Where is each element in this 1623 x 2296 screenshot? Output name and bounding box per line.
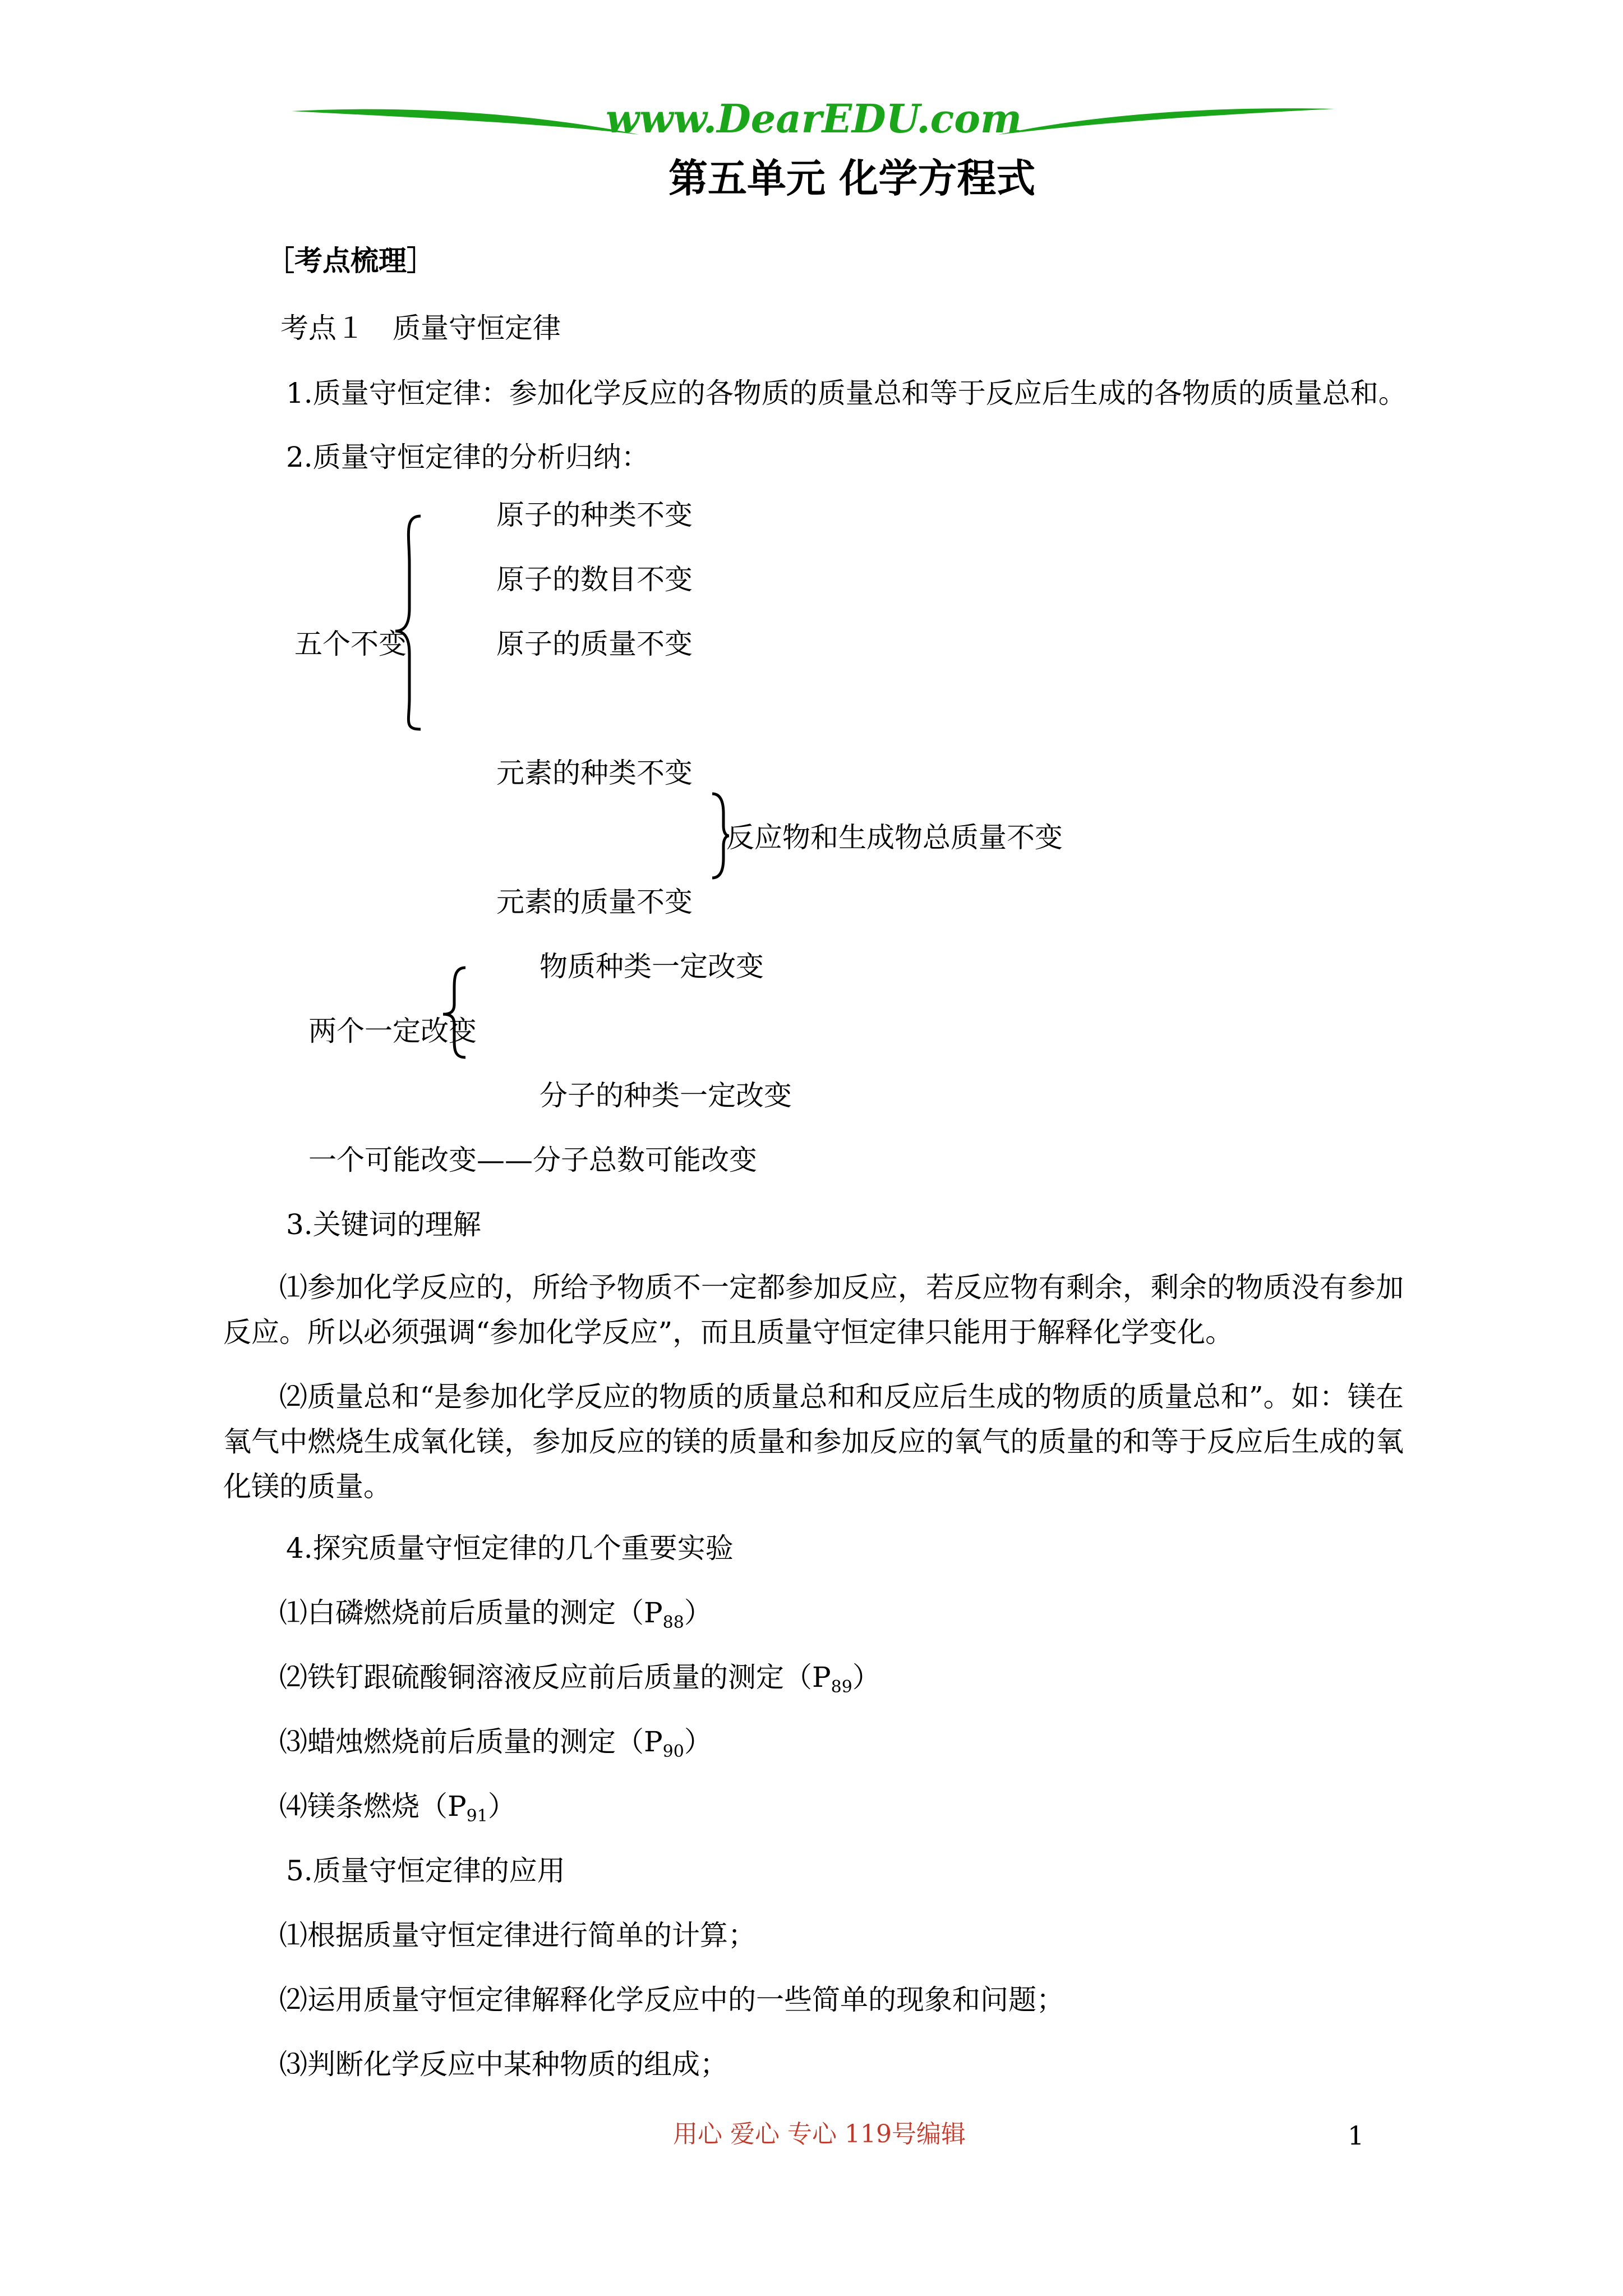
kaodian-heading: 考点１ 质量守恒定律 [280, 312, 561, 344]
element-mass-line: 元素的质量不变 [496, 886, 693, 918]
green-swoosh-right [998, 101, 1335, 151]
brace-two [440, 965, 468, 1060]
experiment-page: 89 [831, 1677, 852, 1697]
experiment-close: ） [487, 1790, 516, 1823]
application-3: ⑶判断化学反应中某种物质的组成； [279, 2048, 728, 2081]
site-logo-text[interactable]: www.DearEDU.com [606, 95, 1022, 142]
item-4: 4.探究质量守恒定律的几个重要实验 [286, 1532, 734, 1565]
experiment-text: ⑶蜡烛燃烧前后质量的测定（P [279, 1726, 663, 1758]
item-3-para-2: ⑵质量总和“是参加化学反应的物质的质量总和和反应后生成的物质的质量总和”。如：镁在氧气中燃烧生成氧化镁，参加反应的镁的质量和参加反应的氧气的质量的和等于反应后生成的氧化镁的质量。 [223, 1381, 1404, 1503]
green-swoosh-left [292, 101, 639, 151]
header-banner [292, 95, 1335, 157]
experiment-text: ⑷镁条燃烧（P [279, 1790, 467, 1823]
experiment-page: 90 [662, 1742, 684, 1761]
experiment-close: ） [852, 1661, 880, 1694]
item-2: 2.质量守恒定律的分析归纳： [286, 441, 649, 473]
two-line-2: 分子的种类一定改变 [540, 1079, 792, 1112]
brace-five [393, 513, 426, 732]
experiment-close: ） [684, 1726, 712, 1758]
five-line-3: 原子的质量不变 [496, 628, 693, 660]
experiment-3 [279, 1725, 712, 1769]
item-5: 5.质量守恒定律的应用 [286, 1855, 565, 1887]
five-line-2: 原子的数目不变 [496, 563, 693, 596]
experiment-close: ） [684, 1596, 712, 1629]
experiment-text: ⑵铁钉跟硫酸铜溶液反应前后质量的测定（P [279, 1661, 831, 1694]
five-line-1: 原子的种类不变 [496, 499, 693, 531]
experiment-2 [279, 1660, 880, 1704]
element-kind-line: 元素的种类不变 [496, 757, 693, 789]
experiment-text: ⑴白磷燃烧前后质量的测定（P [279, 1596, 663, 1629]
page-number: 1 [1348, 2120, 1364, 2151]
experiment-4 [279, 1789, 516, 1833]
item-3: 3.关键词的理解 [286, 1208, 481, 1241]
application-1: ⑴根据质量守恒定律进行简单的计算； [279, 1919, 756, 1952]
item-3-para-1: ⑴参加化学反应的，所给予物质不一定都参加反应，若反应物有剩余，剩余的物质没有参加反应。所以必须强调“参加化学反应”，而且质量守恒定律只能用于解释化学变化。 [223, 1271, 1404, 1349]
item-1: 1.质量守恒定律：参加化学反应的各物质的质量总和等于反应后生成的各物质的质量总和。 [286, 377, 1407, 409]
application-2: ⑵运用质量守恒定律解释化学反应中的一些简单的现象和问题； [279, 1984, 1064, 2016]
footer-text: 用心 爱心 专心 119号编辑 [673, 2120, 966, 2148]
section-heading: ［考点梳理］ [266, 244, 435, 277]
experiment-1 [279, 1596, 712, 1640]
two-change-label: 两个一定改变 [308, 1015, 477, 1047]
two-line-1: 物质种类一定改变 [540, 950, 764, 983]
five-unchanged-label: 五个不变 [294, 628, 407, 660]
experiment-page: 88 [662, 1613, 684, 1632]
experiment-page: 91 [466, 1806, 488, 1826]
one-possible-change: 一个可能改变——分子总数可能改变 [308, 1144, 757, 1176]
page-title: 第五单元 化学方程式 [668, 155, 1036, 201]
total-mass-line: 反应物和生成物总质量不变 [726, 821, 1063, 854]
